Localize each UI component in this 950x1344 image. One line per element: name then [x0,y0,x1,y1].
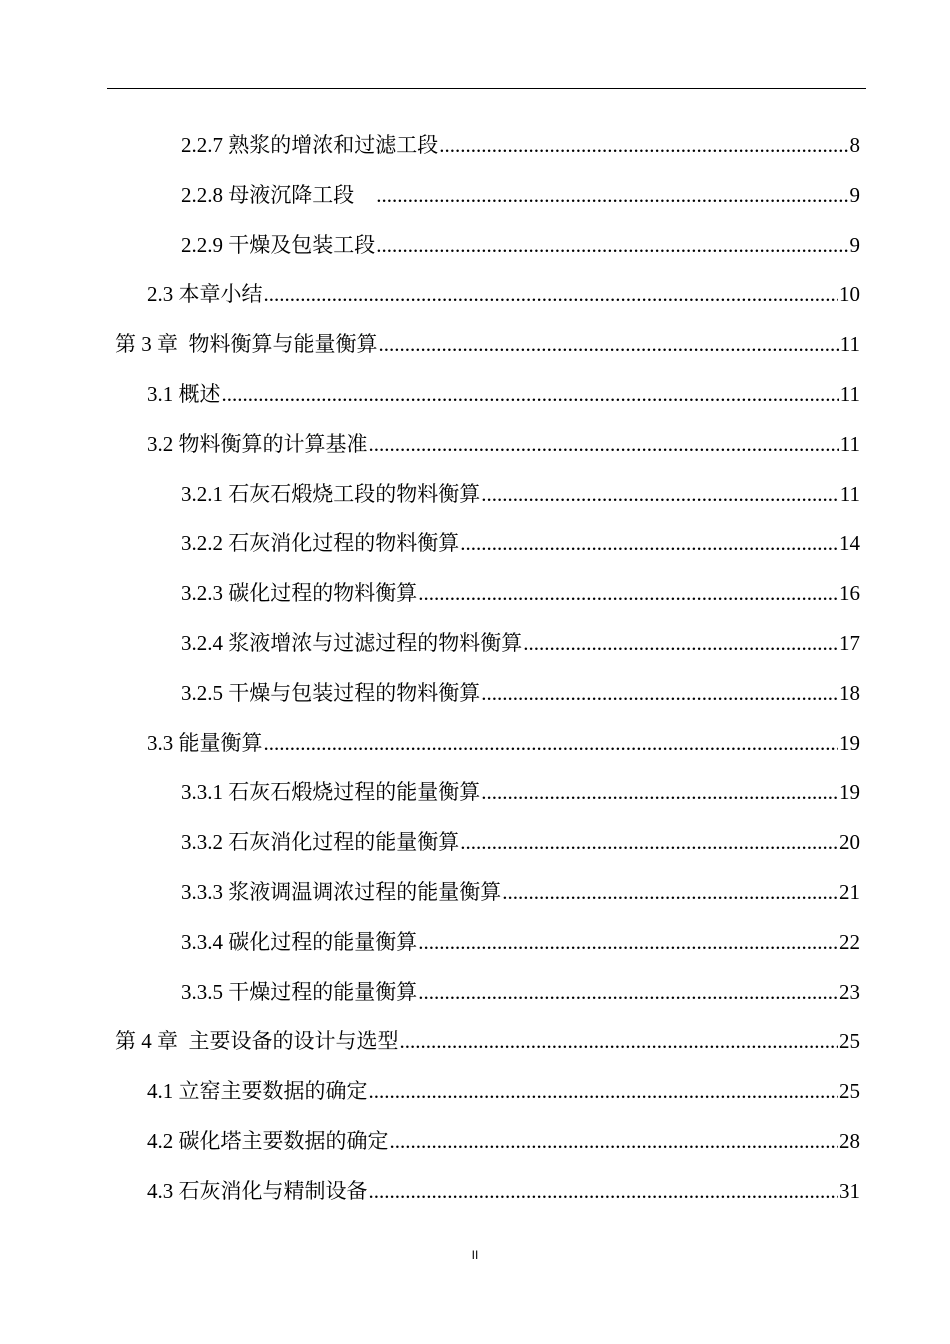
toc-entry[interactable] [0,569,950,619]
toc-dot-leader [502,868,838,918]
toc-entry-page: 22 [839,929,860,954]
toc-entry-page: 19 [839,730,860,755]
toc-entry-title: 3.2.4 浆液增浓与过滤过程的物料衡算 [181,630,523,655]
toc-entry-page: 16 [839,581,860,606]
toc-entry-page: 11 [839,381,860,406]
toc-dot-leader [418,569,838,619]
toc-dot-leader [390,1117,839,1167]
toc-entry-title: 3.3.1 石灰石煅烧过程的能量衡算 [181,780,481,805]
toc-entry-page: 21 [839,879,860,904]
toc-dot-leader [418,968,838,1018]
toc-entry[interactable] [0,221,950,271]
toc-entry[interactable] [0,270,950,320]
toc-dot-leader [222,370,839,420]
toc-entry[interactable] [0,320,950,370]
toc-entry[interactable] [0,719,950,769]
toc-entry-title: 2.2.8 母液沉降工段 [181,182,376,207]
toc-dot-leader [369,420,839,470]
toc-entry[interactable] [0,669,950,719]
toc-dot-leader [460,818,838,868]
toc-entry-page: 11 [839,431,860,456]
toc-entry-page: 25 [839,1029,860,1054]
toc-dot-leader [264,270,839,320]
toc-entry-title: 3.3 能量衡算 [147,730,263,755]
toc-entry[interactable] [0,1017,950,1067]
toc-entry[interactable] [0,968,950,1018]
toc-entry-title: 2.3 本章小结 [147,282,263,307]
toc-entry[interactable] [0,918,950,968]
toc-entry-title: 3.2.2 石灰消化过程的物料衡算 [181,531,460,556]
toc-entry-page: 28 [839,1128,860,1153]
toc-entry-title: 3.3.5 干燥过程的能量衡算 [181,979,418,1004]
toc-dot-leader [369,1067,839,1117]
toc-entry-title: 3.2 物料衡算的计算基准 [147,431,368,456]
footer-page-number: II [471,1248,479,1262]
toc-entry[interactable] [0,370,950,420]
toc-dot-leader [481,768,838,818]
toc-dot-leader [376,171,848,221]
toc-dot-leader [460,519,838,569]
toc-entry-title: 3.2.3 碳化过程的物料衡算 [181,581,418,606]
toc-entry-title: 第 4 章 主要设备的设计与选型 [115,1029,399,1054]
toc-entry[interactable] [0,1067,950,1117]
toc-entry-page: 23 [839,979,860,1004]
toc-entry-page: 9 [849,182,860,207]
toc-entry[interactable] [0,868,950,918]
toc-entry-title: 3.3.3 浆液调温调浓过程的能量衡算 [181,879,502,904]
toc-entry[interactable] [0,619,950,669]
toc-dot-leader [379,320,839,370]
toc-dot-leader [376,221,848,271]
toc-entry-title: 2.2.9 干燥及包装工段 [181,232,376,257]
toc-entry-title: 3.2.5 干燥与包装过程的物料衡算 [181,680,481,705]
toc-entry[interactable] [0,470,950,520]
header-rule [107,88,866,89]
toc-entry-page: 10 [839,282,860,307]
toc-dot-leader [481,669,838,719]
toc-entry-page: 11 [839,332,860,357]
toc-entry-page: 25 [839,1079,860,1104]
toc-entry-title: 3.2.1 石灰石煅烧工段的物料衡算 [181,481,481,506]
toc-entry-page: 14 [839,531,860,556]
toc-entry-page: 9 [849,232,860,257]
toc-dot-leader [418,918,838,968]
toc-entry[interactable] [0,818,950,868]
toc-entry[interactable] [0,1167,950,1217]
toc-entry-page: 31 [839,1178,860,1203]
toc-entry-title: 3.1 概述 [147,381,221,406]
toc-entry[interactable] [0,768,950,818]
toc-dot-leader [369,1167,839,1217]
toc-entry-page: 17 [839,630,860,655]
toc-dot-leader [439,121,848,171]
toc-entry-page: 18 [839,680,860,705]
toc-dot-leader [264,719,839,769]
toc-entry-title: 3.3.2 石灰消化过程的能量衡算 [181,830,460,855]
toc-entry[interactable] [0,519,950,569]
toc-entry-title: 3.3.4 碳化过程的能量衡算 [181,929,418,954]
toc-dot-leader [481,470,839,520]
toc-entry-page: 8 [849,133,860,157]
table-of-contents [0,121,950,1217]
toc-dot-leader [400,1017,839,1067]
toc-entry-title: 4.2 碳化塔主要数据的确定 [147,1128,389,1153]
toc-entry-title: 第 3 章 物料衡算与能量衡算 [115,332,378,357]
toc-entry-page: 19 [839,780,860,805]
toc-entry-title: 4.3 石灰消化与精制设备 [147,1178,368,1203]
toc-entry[interactable] [0,121,950,171]
toc-entry[interactable] [0,420,950,470]
toc-entry-title: 2.2.7 熟浆的增浓和过滤工段 [181,133,439,157]
toc-entry-page: 11 [839,481,860,506]
toc-entry[interactable] [0,1117,950,1167]
toc-entry-title: 4.1 立窑主要数据的确定 [147,1079,368,1104]
toc-dot-leader [523,619,838,669]
toc-entry[interactable] [0,171,950,221]
toc-entry-page: 20 [839,830,860,855]
